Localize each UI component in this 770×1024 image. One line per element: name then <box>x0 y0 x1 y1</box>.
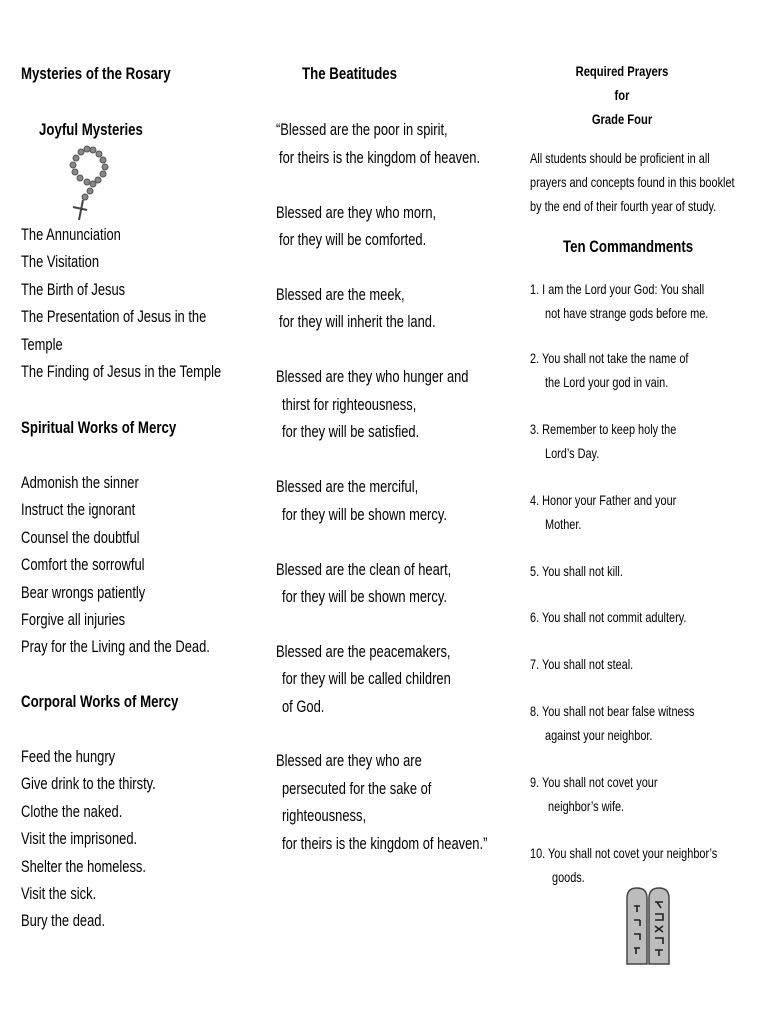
beatitude-line: for theirs is the kingdom of heaven.” <box>282 834 488 853</box>
commandment-text: I am the Lord your God: You shall <box>542 281 705 297</box>
commandment-number: 4. <box>530 492 543 508</box>
commandment-text: You shall not covet your <box>541 774 658 790</box>
commandment-line <box>530 845 717 861</box>
spiritual-work-item: Forgive all injuries <box>21 610 126 629</box>
spiritual-work-item: Counsel the doubtful <box>21 527 140 547</box>
rosary-title: Mysteries of the Rosary <box>21 64 171 83</box>
beatitude-line: “Blessed are the poor in spirit, <box>276 120 448 139</box>
beatitude-line: righteousness, <box>282 806 367 825</box>
beatitude-line: for theirs is the kingdom of heaven. <box>279 148 481 167</box>
commandment-line: not have strange gods before me. <box>545 305 709 321</box>
commandment-line <box>530 563 623 579</box>
beatitudes-title: The Beatitudes <box>302 64 398 83</box>
corporal-work-item: Shelter the homeless. <box>21 856 146 876</box>
commandment-number: 2. <box>530 350 542 366</box>
corporal-work-item: Visit the imprisoned. <box>21 829 138 849</box>
beatitude-line: Blessed are they who morn, <box>276 203 437 222</box>
commandment-line <box>530 703 695 719</box>
spiritual-work-item: Instruct the ignorant <box>21 500 136 520</box>
joyful-mystery-item: The Annunciation <box>21 225 121 244</box>
stone-tablets-icon <box>624 886 672 966</box>
commandment-line <box>530 609 686 625</box>
commandment-number: 6. <box>530 609 542 625</box>
corporal-works-title: Corporal Works of Mercy <box>21 692 179 711</box>
commandment-number: 5. <box>530 563 542 579</box>
beatitude-line: Blessed are the merciful, <box>276 477 419 496</box>
spiritual-work-item: Admonish the sinner <box>21 473 139 492</box>
corporal-work-item: Visit the sick. <box>21 884 97 903</box>
spiritual-work-item: Pray for the Living and the Dead. <box>21 637 210 657</box>
beatitude-line: for they will be satisfied. <box>282 422 420 441</box>
commandment-line <box>530 492 676 508</box>
commandment-text: Remember to keep holy the <box>542 421 677 437</box>
beatitude-line: for they will inherit the land. <box>279 312 436 331</box>
commandment-text: Honor your Father and your <box>542 492 677 508</box>
joyful-mysteries-title: Joyful Mysteries <box>39 120 143 139</box>
spiritual-work-item: Comfort the sorrowful <box>21 555 145 575</box>
commandment-line <box>530 656 633 672</box>
commandment-line <box>530 281 704 297</box>
joyful-mystery-item: The Birth of Jesus <box>21 279 126 299</box>
joyful-mystery-item: The Finding of Jesus in the Temple <box>21 362 222 381</box>
intro-line: prayers and concepts found in this booklet <box>530 174 735 190</box>
beatitude-line: persecuted for the sake of <box>282 779 432 798</box>
joyful-mystery-item: Temple <box>21 334 63 354</box>
intro-line: All students should be proficient in all <box>530 150 710 166</box>
commandment-text: You shall not steal. <box>541 656 634 672</box>
joyful-mystery-item: The Presentation of Jesus in the <box>21 307 207 327</box>
corporal-work-item: Bury the dead. <box>21 911 106 931</box>
commandment-line: against your neighbor. <box>545 727 653 743</box>
rosary-icon <box>53 140 129 224</box>
commandment-line: goods. <box>552 869 585 885</box>
commandment-number: 8. <box>530 703 542 719</box>
commandment-text: You shall not take the name of <box>541 350 689 366</box>
commandment-number: 7. <box>530 656 542 672</box>
commandment-number: 3. <box>530 421 543 437</box>
spiritual-work-item: Bear wrongs patiently <box>21 582 146 602</box>
required-title-line: Required Prayers <box>575 63 669 79</box>
commandment-line: neighbor’s wife. <box>548 798 625 814</box>
beatitude-line: for they will be called children <box>282 669 451 688</box>
commandment-line: the Lord your god in vain. <box>545 374 669 390</box>
commandment-text: You shall not kill. <box>541 563 623 579</box>
required-title-line: Grade Four <box>591 111 653 127</box>
joyful-mystery-item: The Visitation <box>21 252 100 272</box>
commandment-text: You shall not bear false witness <box>541 703 695 719</box>
commandment-text: You shall not covet your neighbor’s <box>548 845 718 861</box>
beatitude-line: of God. <box>282 697 325 716</box>
beatitude-line: Blessed are the meek, <box>276 285 405 304</box>
spiritual-works-title: Spiritual Works of Mercy <box>21 418 177 437</box>
required-title-line: for <box>614 87 630 103</box>
commandment-line <box>530 774 657 790</box>
beatitude-line: Blessed are they who hunger and <box>276 367 469 386</box>
beatitude-line: for they will be comforted. <box>279 230 427 249</box>
beatitude-line: Blessed are the peacemakers, <box>276 642 451 661</box>
beatitude-line: for they will be shown mercy. <box>282 587 447 606</box>
beatitude-line: Blessed are they who are <box>276 751 422 770</box>
intro-line: by the end of their fourth year of study. <box>530 198 717 214</box>
commandment-text: You shall not commit adultery. <box>541 609 687 625</box>
corporal-work-item: Clothe the naked. <box>21 801 123 821</box>
commandment-line <box>530 421 676 437</box>
commandment-line: Lord’s Day. <box>545 445 600 461</box>
beatitude-line: for they will be shown mercy. <box>282 505 447 524</box>
beatitude-line: Blessed are the clean of heart, <box>276 560 452 579</box>
corporal-work-item: Feed the hungry <box>21 747 116 766</box>
commandment-number: 10. <box>530 845 549 861</box>
beatitude-line: thirst for righteousness, <box>282 395 417 414</box>
commandment-number: 9. <box>530 774 542 790</box>
corporal-work-item: Give drink to the thirsty. <box>21 774 156 794</box>
commandment-line <box>530 350 688 366</box>
commandment-line: Mother. <box>545 516 582 532</box>
ten-commandments-title: Ten Commandments <box>563 237 694 256</box>
commandment-number: 1. <box>530 281 543 297</box>
